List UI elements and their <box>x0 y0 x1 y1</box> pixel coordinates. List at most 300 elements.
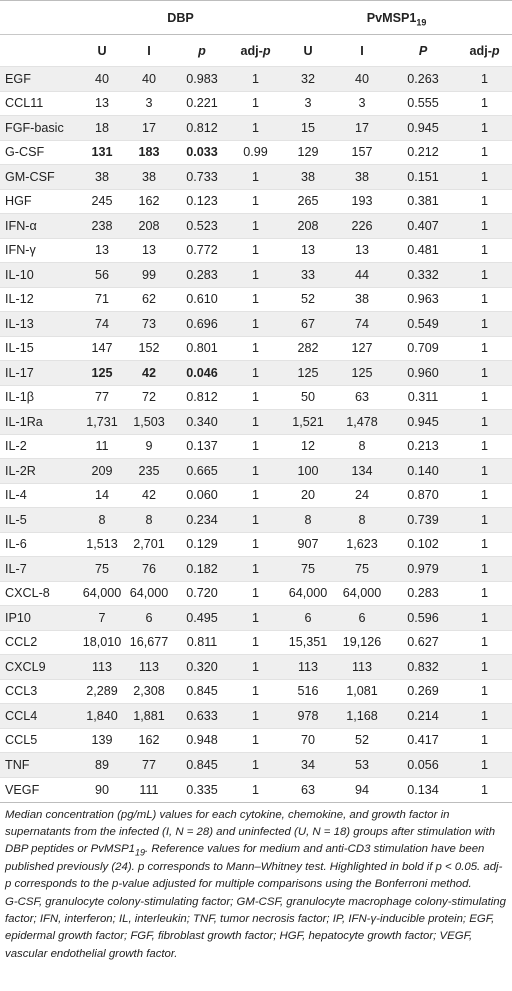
table-cell: 77 <box>124 753 174 778</box>
group-header-pvmsp1 <box>281 1 512 35</box>
table-cell: 67 <box>281 312 335 337</box>
col-header-adjp <box>230 35 281 67</box>
table-cell: 40 <box>124 67 174 92</box>
table-row <box>0 557 512 582</box>
row-label: IL-1Ra <box>0 410 80 435</box>
table-cell: 0.696 <box>174 312 230 337</box>
table-cell: 1 <box>457 679 512 704</box>
row-label: CCL11 <box>0 91 80 116</box>
header-blank <box>0 1 80 35</box>
table-cell: 44 <box>335 263 389 288</box>
table-cell: 516 <box>281 679 335 704</box>
table-cell: 0.610 <box>174 287 230 312</box>
table-cell: 62 <box>124 287 174 312</box>
table-cell: 11 <box>80 434 124 459</box>
table-cell: 20 <box>281 483 335 508</box>
table-cell: 9 <box>124 434 174 459</box>
table-cell: 13 <box>80 238 124 263</box>
table-cell: 113 <box>124 655 174 680</box>
table-cell: 1 <box>457 728 512 753</box>
table-cell: 1 <box>230 434 281 459</box>
row-label: GM-CSF <box>0 165 80 190</box>
table-row <box>0 581 512 606</box>
footnote-abbreviations: G-CSF, granulocyte colony-stimulating factor; GM-CSF, granulocyte macrophage colony-stimulating factor; IFN, interferon; IL, interleukin; TNF, tumor necrosis factor; IP, IFN-γ-inducible protein; EGF, epidermal growth factor; FGF, fibroblast growth factor; HGF, hepatocyte growth factor; VEGF, vascular endothelial growth factor. <box>5 895 506 960</box>
table-cell: 0.523 <box>174 214 230 239</box>
row-label: TNF <box>0 753 80 778</box>
table-cell: 0.056 <box>389 753 457 778</box>
row-label: CXCL9 <box>0 655 80 680</box>
table-row <box>0 606 512 631</box>
table-cell: 64,000 <box>80 581 124 606</box>
table-cell: 1 <box>230 214 281 239</box>
table-cell: 6 <box>281 606 335 631</box>
table-row <box>0 679 512 704</box>
table-cell: 1 <box>230 581 281 606</box>
table-cell: 33 <box>281 263 335 288</box>
col-header-u2: U <box>281 35 335 67</box>
table-cell: 0.269 <box>389 679 457 704</box>
row-label: IL-2R <box>0 459 80 484</box>
table-cell: 14 <box>80 483 124 508</box>
table-cell: 1 <box>230 483 281 508</box>
table-cell: 1 <box>230 410 281 435</box>
table-cell: 208 <box>281 214 335 239</box>
table-cell: 2,289 <box>80 679 124 704</box>
table-row <box>0 91 512 116</box>
table-cell: 1,731 <box>80 410 124 435</box>
table-cell: 1 <box>457 483 512 508</box>
col-header-p: p <box>174 35 230 67</box>
group2-subscript: 19 <box>416 17 427 28</box>
table-row <box>0 165 512 190</box>
table-cell: 17 <box>124 116 174 141</box>
table-cell: 0.945 <box>389 410 457 435</box>
table-cell: 1 <box>457 410 512 435</box>
table-cell: 1 <box>457 557 512 582</box>
row-label: CCL3 <box>0 679 80 704</box>
table-row <box>0 777 512 802</box>
table-cell: 1 <box>457 263 512 288</box>
table-cell: 139 <box>80 728 124 753</box>
table-cell: 0.123 <box>174 189 230 214</box>
table-row <box>0 189 512 214</box>
footnote-subscript: 19 <box>135 847 146 858</box>
table-cell: 0.320 <box>174 655 230 680</box>
table-cell: 1 <box>457 312 512 337</box>
table-cell: 75 <box>80 557 124 582</box>
table-row <box>0 704 512 729</box>
table-cell: 157 <box>335 140 389 165</box>
table-row <box>0 361 512 386</box>
table-cell: 282 <box>281 336 335 361</box>
table-cell: 0.151 <box>389 165 457 190</box>
table-cell: 1 <box>457 777 512 802</box>
table-cell: 0.811 <box>174 630 230 655</box>
table-cell: 8 <box>281 508 335 533</box>
col-header-i: I <box>124 35 174 67</box>
table-cell: 0.733 <box>174 165 230 190</box>
table-cell: 2,308 <box>124 679 174 704</box>
footnote-text-b: . Reference values for medium and anti-CD3 stimulation have been published previously ( <box>5 843 485 873</box>
table-cell: 63 <box>281 777 335 802</box>
row-label: CCL2 <box>0 630 80 655</box>
table-row <box>0 508 512 533</box>
table-cell: 1 <box>230 606 281 631</box>
table-row <box>0 728 512 753</box>
table-cell: 152 <box>124 336 174 361</box>
table-cell: 1 <box>457 361 512 386</box>
table-cell: 113 <box>80 655 124 680</box>
table-cell: 8 <box>124 508 174 533</box>
row-label: IL-10 <box>0 263 80 288</box>
table-cell: 0.340 <box>174 410 230 435</box>
row-label: CCL4 <box>0 704 80 729</box>
table-cell: 12 <box>281 434 335 459</box>
table-cell: 0.417 <box>389 728 457 753</box>
table-cell: 1 <box>457 140 512 165</box>
table-cell: 0.720 <box>174 581 230 606</box>
table-cell: 0.960 <box>389 361 457 386</box>
table-cell: 64,000 <box>281 581 335 606</box>
row-label: IL-7 <box>0 557 80 582</box>
table-cell: 0.137 <box>174 434 230 459</box>
table-cell: 1 <box>457 67 512 92</box>
table-cell: 76 <box>124 557 174 582</box>
table-cell: 1 <box>230 704 281 729</box>
table-row <box>0 753 512 778</box>
table-cell: 38 <box>124 165 174 190</box>
table-cell: 1 <box>457 287 512 312</box>
table-cell: 0.963 <box>389 287 457 312</box>
table-cell: 1 <box>230 287 281 312</box>
table-cell: 18 <box>80 116 124 141</box>
table-cell: 0.332 <box>389 263 457 288</box>
col-header-adj-p: p <box>262 43 271 58</box>
table-cell: 1 <box>457 630 512 655</box>
table-cell: 0.549 <box>389 312 457 337</box>
table-cell: 38 <box>335 165 389 190</box>
table-cell: 1,623 <box>335 532 389 557</box>
table-cell: 209 <box>80 459 124 484</box>
table-cell: 0.495 <box>174 606 230 631</box>
table-cell: 52 <box>335 728 389 753</box>
table-cell: 13 <box>124 238 174 263</box>
table-cell: 75 <box>335 557 389 582</box>
table-row <box>0 287 512 312</box>
table-cell: 6 <box>124 606 174 631</box>
table-cell: 89 <box>80 753 124 778</box>
table-cell: 42 <box>124 361 174 386</box>
table-cell: 0.772 <box>174 238 230 263</box>
table-cell: 1 <box>230 655 281 680</box>
table-cell: 19,126 <box>335 630 389 655</box>
table-row <box>0 630 512 655</box>
footnote-ref[interactable]: 24 <box>115 860 128 873</box>
table-cell: 183 <box>124 140 174 165</box>
table-row <box>0 214 512 239</box>
table-cell: 1 <box>230 263 281 288</box>
row-label: IL-2 <box>0 434 80 459</box>
table-cell: 1,513 <box>80 532 124 557</box>
table-cell: 0.129 <box>174 532 230 557</box>
table-cell: 0.381 <box>389 189 457 214</box>
table-cell: 17 <box>335 116 389 141</box>
table-cell: 0.234 <box>174 508 230 533</box>
table-cell: 34 <box>281 753 335 778</box>
footnote-text-a: Median concentration (pg/mL) values for each cytokine, chemokine, and growth factor in supernatants from the infected (I, N = 28) and uninfected (U, N = 18) groups after stimulation with DBP peptides or PvMSP1 <box>5 808 496 856</box>
row-label: FGF-basic <box>0 116 80 141</box>
table-cell: 129 <box>281 140 335 165</box>
group-header-dbp: DBP <box>80 1 281 35</box>
table-cell: 1,478 <box>335 410 389 435</box>
table-cell: 0.945 <box>389 116 457 141</box>
table-cell: 75 <box>281 557 335 582</box>
table-cell: 15,351 <box>281 630 335 655</box>
table-cell: 63 <box>335 385 389 410</box>
table-cell: 70 <box>281 728 335 753</box>
table-cell: 0.214 <box>389 704 457 729</box>
table-cell: 127 <box>335 336 389 361</box>
table-cell: 8 <box>80 508 124 533</box>
table-row <box>0 459 512 484</box>
table-cell: 0.627 <box>389 630 457 655</box>
table-cell: 8 <box>335 434 389 459</box>
table-cell: 1 <box>230 459 281 484</box>
col-header-i2: I <box>335 35 389 67</box>
row-label: IL-15 <box>0 336 80 361</box>
table-cell: 0.845 <box>174 679 230 704</box>
table-cell: 1 <box>457 606 512 631</box>
table-cell: 113 <box>281 655 335 680</box>
table-cell: 3 <box>281 91 335 116</box>
table-cell: 90 <box>80 777 124 802</box>
table-cell: 0.979 <box>389 557 457 582</box>
table-footnote <box>5 807 508 964</box>
table-cell: 0.633 <box>174 704 230 729</box>
table-cell: 131 <box>80 140 124 165</box>
table-row <box>0 140 512 165</box>
footnote-text-c: ). p corresponds to Mann–Whitney test. Highlighted in bold if p < 0.05. adj-p corresponds to the p-value adjusted for multiple comparisons using the Bonferroni method. <box>5 860 503 891</box>
table-cell: 1 <box>230 557 281 582</box>
col-header-adj-prefix: adj- <box>240 43 263 58</box>
table-cell: 1 <box>230 91 281 116</box>
table-cell: 978 <box>281 704 335 729</box>
table-cell: 162 <box>124 728 174 753</box>
table-cell: 1 <box>230 361 281 386</box>
table-cell: 0.046 <box>174 361 230 386</box>
table-cell: 100 <box>281 459 335 484</box>
table-cell: 1 <box>457 91 512 116</box>
row-label: IFN-γ <box>0 238 80 263</box>
table-cell: 0.283 <box>389 581 457 606</box>
table-cell: 0.845 <box>174 753 230 778</box>
table-cell: 18,010 <box>80 630 124 655</box>
table-cell: 1 <box>230 165 281 190</box>
table-cell: 1 <box>230 508 281 533</box>
table-cell: 1 <box>457 238 512 263</box>
table-cell: 74 <box>80 312 124 337</box>
table-cell: 0.812 <box>174 116 230 141</box>
row-label: CCL5 <box>0 728 80 753</box>
table-cell: 125 <box>335 361 389 386</box>
table-cell: 0.283 <box>174 263 230 288</box>
col-header-adj2-prefix: adj- <box>469 43 492 58</box>
table-cell: 8 <box>335 508 389 533</box>
table-cell: 1 <box>230 238 281 263</box>
table-cell: 1 <box>457 116 512 141</box>
table-cell: 0.134 <box>389 777 457 802</box>
table-cell: 0.407 <box>389 214 457 239</box>
table-cell: 111 <box>124 777 174 802</box>
table-cell: 13 <box>335 238 389 263</box>
table-cell: 52 <box>281 287 335 312</box>
table-cell: 0.555 <box>389 91 457 116</box>
table-cell: 0.033 <box>174 140 230 165</box>
table-cell: 147 <box>80 336 124 361</box>
table-cell: 1 <box>230 777 281 802</box>
table-cell: 245 <box>80 189 124 214</box>
table-cell: 1 <box>457 214 512 239</box>
table-cell: 1 <box>457 655 512 680</box>
table-cell: 235 <box>124 459 174 484</box>
table-cell: 53 <box>335 753 389 778</box>
table-cell: 1,081 <box>335 679 389 704</box>
table-cell: 0.213 <box>389 434 457 459</box>
table-cell: 0.870 <box>389 483 457 508</box>
table-row <box>0 434 512 459</box>
table-cell: 238 <box>80 214 124 239</box>
table-cell: 74 <box>335 312 389 337</box>
table-row <box>0 385 512 410</box>
table-cell: 56 <box>80 263 124 288</box>
footnote-description <box>5 807 508 894</box>
table-cell: 0.812 <box>174 385 230 410</box>
table-cell: 162 <box>124 189 174 214</box>
table-row <box>0 263 512 288</box>
table-cell: 0.983 <box>174 67 230 92</box>
table-cell: 94 <box>335 777 389 802</box>
table-cell: 50 <box>281 385 335 410</box>
table-cell: 3 <box>335 91 389 116</box>
table-cell: 40 <box>335 67 389 92</box>
table-row <box>0 336 512 361</box>
table-cell: 0.99 <box>230 140 281 165</box>
row-label: IL-6 <box>0 532 80 557</box>
table-cell: 0.311 <box>389 385 457 410</box>
table-cell: 125 <box>80 361 124 386</box>
row-label: IL-1β <box>0 385 80 410</box>
table-cell: 0.596 <box>389 606 457 631</box>
table-cell: 0.801 <box>174 336 230 361</box>
table-cell: 71 <box>80 287 124 312</box>
table-cell: 0.182 <box>174 557 230 582</box>
table-cell: 1 <box>457 508 512 533</box>
table-cell: 0.140 <box>389 459 457 484</box>
table-cell: 226 <box>335 214 389 239</box>
table-cell: 24 <box>335 483 389 508</box>
table-cell: 0.263 <box>389 67 457 92</box>
col-header-blank <box>0 35 80 67</box>
row-label: CXCL-8 <box>0 581 80 606</box>
table-cell: 16,677 <box>124 630 174 655</box>
col-header-adjp2 <box>457 35 512 67</box>
table-cell: 1 <box>230 532 281 557</box>
table-cell: 208 <box>124 214 174 239</box>
table-cell: 1 <box>457 753 512 778</box>
table-cell: 1 <box>230 728 281 753</box>
table-bottom-rule <box>0 802 512 803</box>
table-cell: 32 <box>281 67 335 92</box>
table-cell: 0.060 <box>174 483 230 508</box>
table-cell: 134 <box>335 459 389 484</box>
table-cell: 1,503 <box>124 410 174 435</box>
table-cell: 1,521 <box>281 410 335 435</box>
row-label: IL-17 <box>0 361 80 386</box>
row-label: HGF <box>0 189 80 214</box>
row-label: VEGF <box>0 777 80 802</box>
table-cell: 0.709 <box>389 336 457 361</box>
row-label: IL-5 <box>0 508 80 533</box>
table-row <box>0 238 512 263</box>
col-header-p2: P <box>389 35 457 67</box>
table-cell: 1 <box>230 753 281 778</box>
col-header-adj2-p: p <box>491 43 500 58</box>
table-cell: 15 <box>281 116 335 141</box>
table-cell: 113 <box>335 655 389 680</box>
table-cell: 1 <box>457 385 512 410</box>
table-cell: 0.212 <box>389 140 457 165</box>
row-label: IL-4 <box>0 483 80 508</box>
table-cell: 0.665 <box>174 459 230 484</box>
table-cell: 0.221 <box>174 91 230 116</box>
row-label: IL-13 <box>0 312 80 337</box>
table-cell: 38 <box>335 287 389 312</box>
table-cell: 1 <box>457 581 512 606</box>
table-row <box>0 116 512 141</box>
table-cell: 6 <box>335 606 389 631</box>
row-label: G-CSF <box>0 140 80 165</box>
table-cell: 125 <box>281 361 335 386</box>
table-cell: 907 <box>281 532 335 557</box>
table-cell: 64,000 <box>335 581 389 606</box>
col-header-u: U <box>80 35 124 67</box>
table-cell: 265 <box>281 189 335 214</box>
table-cell: 1 <box>457 532 512 557</box>
table-cell: 13 <box>80 91 124 116</box>
row-label: EGF <box>0 67 80 92</box>
table-cell: 1 <box>457 704 512 729</box>
table-cell: 72 <box>124 385 174 410</box>
table-cell: 38 <box>281 165 335 190</box>
table-cell: 1 <box>230 630 281 655</box>
table-cell: 1,840 <box>80 704 124 729</box>
table-cell: 7 <box>80 606 124 631</box>
table-cell: 1 <box>230 116 281 141</box>
table-cell: 77 <box>80 385 124 410</box>
table-cell: 1 <box>230 336 281 361</box>
table-cell: 64,000 <box>124 581 174 606</box>
table-cell: 0.832 <box>389 655 457 680</box>
table-cell: 1 <box>457 165 512 190</box>
table-cell: 0.481 <box>389 238 457 263</box>
table-cell: 1 <box>457 336 512 361</box>
row-label: IL-12 <box>0 287 80 312</box>
table-cell: 0.948 <box>174 728 230 753</box>
table-cell: 193 <box>335 189 389 214</box>
table-cell: 1,881 <box>124 704 174 729</box>
table-row <box>0 532 512 557</box>
table-cell: 1 <box>230 385 281 410</box>
